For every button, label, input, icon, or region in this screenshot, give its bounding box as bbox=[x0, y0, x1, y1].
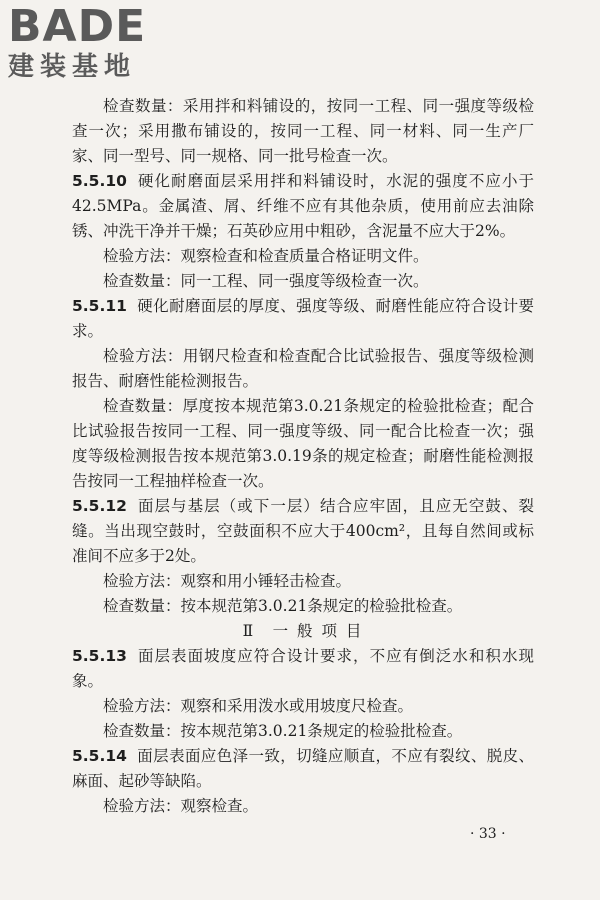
document-body bbox=[72, 94, 534, 819]
logo-chinese-text: 建装基地 bbox=[8, 52, 137, 82]
paragraph: 检查数量：采用拌和料铺设的，按同一工程、同一强度等级检查一次；采用撒布铺设的，按同一工程、同一材料、同一生产厂家、同一型号、同一规格、同一批号检查一次。 bbox=[72, 97, 534, 165]
page-number: · 33 · bbox=[470, 826, 506, 842]
paragraph: 检查数量：同一工程、同一强度等级检查一次。 bbox=[103, 272, 429, 290]
bade-logo bbox=[8, 1, 178, 84]
clause-number: 5.5.10 bbox=[72, 172, 127, 190]
clause-paragraph: 5.5.10 硬化耐磨面层采用拌和料铺设时，水泥的强度不应小于42.5MPa。金属渣、屑、纤维不应有其他杂质，使用前应去油除锈、冲洗干净并干燥；石英砂应用中粗砂，含泥量不应大于2%。 bbox=[72, 172, 534, 240]
clause-paragraph: 5.5.13 面层表面坡度应符合设计要求，不应有倒泛水和积水现象。 bbox=[72, 647, 534, 690]
clause-paragraph: 5.5.14 面层表面应色泽一致，切缝应顺直，不应有裂纹、脱皮、麻面、起砂等缺陷。 bbox=[72, 747, 534, 790]
paragraph: 检查数量：按本规范第3.0.21条规定的检验批检查。 bbox=[103, 722, 463, 740]
paragraph: 检查数量：按本规范第3.0.21条规定的检验批检查。 bbox=[103, 597, 463, 615]
clause-number: 5.5.14 bbox=[72, 747, 127, 765]
paragraph: 检查数量：厚度按本规范第3.0.21条规定的检验批检查；配合比试验报告按同一工程、同一强度等级、同一配合比检查一次；强度等级检测报告按本规范第3.0.19条的规定检查；耐磨性能检测报告按同一工程抽样检查一次。 bbox=[72, 397, 534, 490]
section-heading: Ⅱ 一 般 项 目 bbox=[242, 622, 364, 640]
clause-paragraph: 5.5.11 硬化耐磨面层的厚度、强度等级、耐磨性能应符合设计要求。 bbox=[72, 297, 534, 340]
paragraph: 检验方法：观察和采用泼水或用坡度尺检查。 bbox=[103, 697, 414, 715]
clause-number: 5.5.11 bbox=[72, 297, 127, 315]
clause-paragraph: 5.5.12 面层与基层（或下一层）结合应牢固，且应无空鼓、裂缝。当出现空鼓时，空鼓面积不应大于400cm²，且每自然间或标准间不应多于2处。 bbox=[72, 497, 534, 565]
clause-number: 5.5.12 bbox=[72, 497, 127, 515]
paragraph: 检验方法：用钢尺检查和检查配合比试验报告、强度等级检测报告、耐磨性能检测报告。 bbox=[72, 347, 534, 390]
paragraph: 检验方法：观察检查。 bbox=[103, 797, 259, 815]
clause-number: 5.5.13 bbox=[72, 647, 127, 665]
paragraph: 检验方法：观察检查和检查质量合格证明文件。 bbox=[103, 247, 429, 265]
logo-latin-text: BADE bbox=[8, 1, 147, 52]
paragraph: 检验方法：观察和用小锤轻击检查。 bbox=[103, 572, 352, 590]
